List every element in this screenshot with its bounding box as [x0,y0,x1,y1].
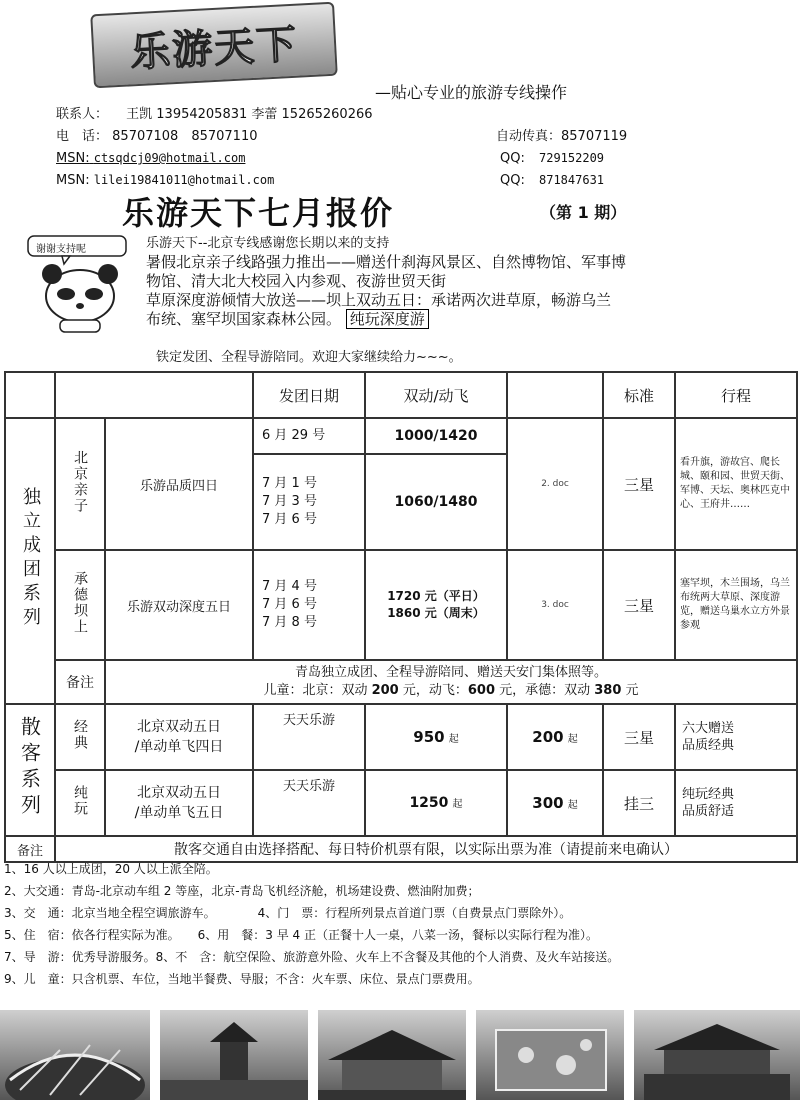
photo-strip [0,1010,800,1100]
qq2-value: 871847631 [539,173,605,187]
water-cube-photo [476,1010,624,1100]
chengde-label: 承德坝上 [55,550,105,660]
msn2-label: MSN: [56,173,90,188]
bird-nest-photo [0,1010,150,1100]
pure-itin-line2: 品质舒适 [682,804,735,819]
classic-product-line2: /单动单飞四日 [134,739,224,755]
classic-price: 950 起 [365,704,507,770]
classic-itin-line1: 六大赠送 [682,721,735,736]
header-empty-2 [55,372,253,418]
intro-text [146,234,786,329]
note-item-6: 9、儿 童：只含机票、车位，当地半餐费、导服；不含：火车票、床位、景点门票费用。 [4,972,480,986]
note-item-3: 3、交 通：北京当地全程空调旅游车。 4、门 票：行程所列景点首道门票（自费景点门票除外）。 [4,906,572,920]
brand-logo [90,2,338,89]
group-series-label: 独立成团系列 [5,418,55,704]
contact-phone-label: 电 话： [56,129,109,144]
contact-phone-value: 85707108 85707110 [112,129,258,144]
contact-msn2 [56,172,274,189]
contact-fax [496,128,627,145]
intro-line1: 乐游天下--北京专线感谢您长期以来的支持 [146,236,390,251]
chengde-itinerary: 塞罕坝，木兰围场，乌兰布统两大草原、深度游览，赠送乌巢水立方外景参观 [675,550,797,660]
beijing-label: 北京亲子 [55,418,105,550]
beijing-price-b: 1060/1480 [365,454,507,550]
chengde-product: 乐游双动深度五日 [105,550,253,660]
gate-tower-icon [634,1010,800,1100]
beijing-date-b2: 7 月 3 号 [262,494,317,509]
msn1-link[interactable]: ctsqdcj09@hotmail.com [93,151,246,165]
header-empty-3 [507,372,603,418]
pure-standard: 挂三 [603,770,675,836]
table-row [5,704,797,770]
classic-child-price: 200 起 [507,704,603,770]
header-transport: 双动/动飞 [365,372,507,418]
chengde-date-3: 7 月 8 号 [262,615,317,630]
chengde-standard: 三星 [603,550,675,660]
chengde-price-weekend: 1860 元（周末） [387,606,485,620]
classic-product-line1: 北京双动五日 [137,719,221,735]
header-date: 发团日期 [253,372,365,418]
header-empty-1 [5,372,55,418]
chengde-doc-link[interactable]: 3. doc [507,550,603,660]
contact-person-label: 联系人： [56,107,109,122]
beijing-itinerary: 看升旗，游故宫、爬长城、颐和园、世贸天街、军博、天坛、奥林匹克中心、王府井…… [675,418,797,550]
pagoda-icon [160,1010,308,1100]
scatter-series-label: 散客系列 [5,704,55,836]
contact-qq2 [500,172,604,189]
header-itinerary: 行程 [675,372,797,418]
note2-content: 散客交通自由选择搭配、每日特价机票有限，以实际出票为准（请提前来电确认） [55,836,797,862]
classic-date: 天天乐游 [253,704,365,770]
note-item-4: 5、住 宿：依各行程实际为准。 6、用 餐：3 早 4 正（正餐十人一桌，八菜一汤，餐标以实际行程为准）。 [4,928,598,942]
beijing-dates-b [253,454,365,550]
note1-content [105,660,797,704]
table-row [5,770,797,836]
note-item-5: 7、导 游：优秀导游服务。8、不 含：航空保险、旅游意外险、火车上不含餐及其他的个人消费、及火车站接送。 [4,950,620,964]
intro-line3: 物馆、清大北大校园入内参观、夜游世贸天街 [146,272,447,290]
chengde-dates [253,550,365,660]
intro-line4: 草原深度游倾情大放送——坝上双动五日：承诺两次进草原，畅游乌兰 [146,291,612,309]
header-standard: 标准 [603,372,675,418]
logo-text: 乐游天下 [129,21,300,76]
note1-label: 备注 [55,660,105,704]
pure-product-line1: 北京双动五日 [137,785,221,801]
mascot-bubble-text: 谢谢支持呢 [36,244,86,255]
beijing-doc-link[interactable]: 2. doc [507,418,603,550]
beijing-product: 乐游品质四日 [105,418,253,550]
beijing-date-a: 6 月 29 号 [253,418,365,454]
price-table [4,371,798,863]
table-row [5,418,797,454]
qq1-label: QQ: [500,151,525,166]
msn2-value: lilei19841011@hotmail.com [93,173,275,187]
stadium-icon [0,1010,150,1100]
pure-date: 天天乐游 [253,770,365,836]
beijing-date-b3: 7 月 6 号 [262,512,317,527]
beijing-standard: 三星 [603,418,675,550]
intro-note: 铁定发团、全程导游陪同。欢迎大家继续给力~~~。 [156,350,462,365]
intro-boxed-tag: 纯玩深度游 [346,309,429,329]
table-header-row [5,372,797,418]
note1-line2: 儿童：北京：双动 200 元，动飞：600 元，承德：双动 380 元 [263,683,639,698]
intro-line2: 暑假北京亲子线路强力推出——赠送什刹海风景区、自然博物馆、军事博 [146,253,627,271]
panda-mascot [22,232,140,334]
pure-label: 纯玩 [55,770,105,836]
contact-phone [56,128,258,145]
chengde-date-1: 7 月 4 号 [262,579,317,594]
note1-row [5,660,797,704]
pure-itinerary [675,770,797,836]
intro-line5: 布统、塞罕坝国家森林公园。 [146,310,342,328]
beijing-date-b1: 7 月 1 号 [262,476,317,491]
chengde-date-2: 7 月 6 号 [262,597,317,612]
tiananmen-photo [634,1010,800,1100]
water-cube-icon [476,1010,624,1100]
contact-person [56,106,373,123]
terms-notes [4,858,796,990]
classic-itinerary [675,704,797,770]
note1-line1: 青岛独立成团、全程导游陪同、赠送天安门集体照等。 [294,665,607,680]
chengde-price-weekday: 1720 元（平日） [387,589,485,603]
issue-number: （第 1 期） [540,203,627,222]
beijing-price-a: 1000/1420 [365,418,507,454]
contact-qq1 [500,150,604,167]
qq2-label: QQ: [500,173,525,188]
chengde-prices [365,550,507,660]
pure-price: 1250 起 [365,770,507,836]
slogan: —贴心专业的旅游专线操作 [375,83,568,102]
pure-itin-line1: 纯玩经典 [682,787,735,802]
pure-product [105,770,253,836]
page-title: 乐游天下七月报价 [122,194,395,232]
pure-child-price: 300 起 [507,770,603,836]
classic-product [105,704,253,770]
palace-roof-icon [318,1010,466,1100]
note2-label: 备注 [5,836,55,862]
contact-fax-value: 85707119 [561,129,628,144]
pure-product-line2: /单动单飞五日 [134,805,224,821]
summer-palace-photo [160,1010,308,1100]
contact-person-value: 王凯 13954205831 李蕾 15265260266 [126,107,373,122]
classic-standard: 三星 [603,704,675,770]
msn1-label: MSN: [56,151,90,166]
qq1-value: 729152209 [539,151,605,165]
classic-itin-line2: 品质经典 [682,738,735,753]
table-row [5,550,797,660]
note-item-1: 1、16 人以上成团，20 人以上派全陪。 [4,862,218,876]
classic-label: 经典 [55,704,105,770]
contact-msn1[interactable] [56,150,245,167]
contact-fax-label: 自动传真： [496,129,562,144]
note-item-2: 2、大交通：青岛-北京动车组 2 等座，北京-青岛飞机经济舱，机场建设费、燃油附加费； [4,884,480,898]
forbidden-city-photo [318,1010,466,1100]
